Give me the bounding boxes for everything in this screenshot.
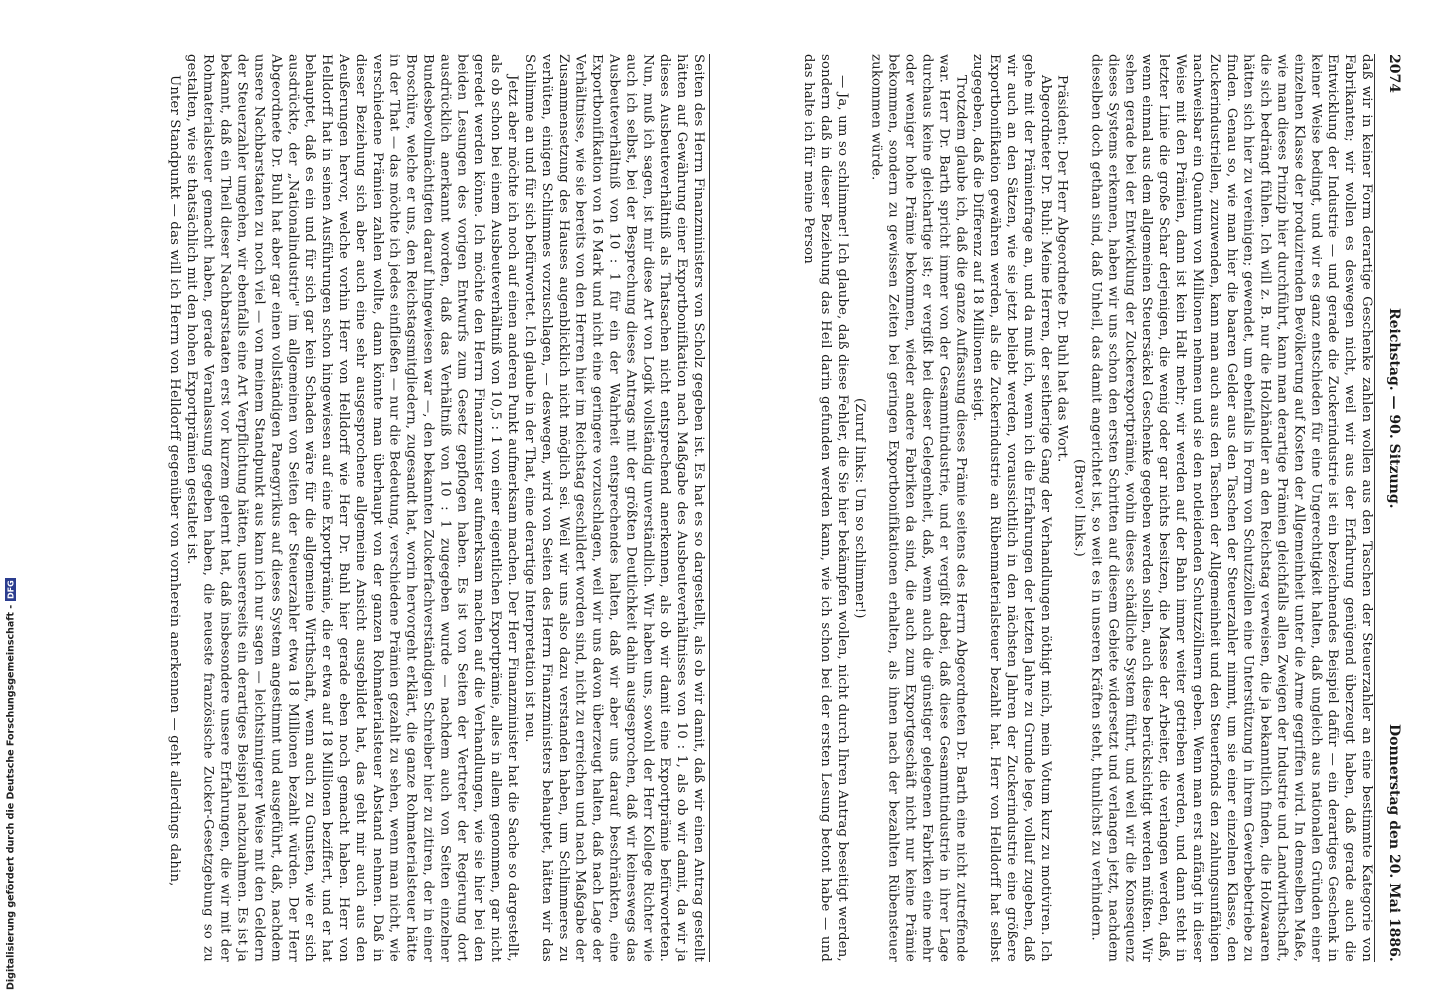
interjection: (Zuruf links: Um so schlimmer!) <box>851 397 867 619</box>
paragraph: daß wir in keiner Form derartige Geschenke zahlen wollen aus den Taschen der Steuerzahler an eine bestimmte Kategorie von Fabrikanten; wir wollen es deswegen nicht, weil wir aus der Erfahrung genügend überzeugt haben, daß gerade auch die Entwicklung der Industrie — und gerade die Zuckerindustrie ist ein bezeichnendes Beispiel dafür — ein derartiges Geschenk in keiner Weise bedingt, und wir es ganz entschieden für eine Ungerechtigkeit halten, daß ungleich aus nationalen Gründen einer einzelnen Klasse der produzirenden Bevölkerung auf Kosten der Allgemeinheit unter die Arme gegriffen wird. In demselben Maße, wie man dieses Prinzip hier durchführt, kann man derartige Prämien gleichfalls allen Zweigen der Industrie und Landwirthschaft, die sich bedrängt fühlen. Ich will z. B. nur die Holzhändler an den Reichstag verweisen, die ja bekanntlich finden, die Holzwaaren hätten sich hier zu vereinigen; gewendet, um ebenfalls in Form von Schutzzöllen eine Unterstützung in ihrem Gewerbebetriebe zu finden. Genau so, wie man hier die baaren Gelder aus den Taschen der Steuerzahler nimmt, um sie einer einzelnen Klasse, den Zuckerindustriellen, zuzuwenden, kann man auch aus den Taschen der Allgemeinheit und den Steuerfonds den zahlungsunfähigen nachweisbar ein Quantum von Millionen nehmen und sie den notleidenden Schutzzöllnern geben. Wenn man erst anfängt in dieser Weise mit den Prämien, dann ist kein Halt mehr; wir werden auf der Bahn immer weiter getrieben werden, und dann steht in letzter Linie die große Schar derjenigen, die wenig oder gar nichts besitzen, die Masse der Arbeiter, die verlangen werden, daß, wenn einmal aus dem allgemeinen Steuersäckel Geschenke gegeben werden sollen, auch diese berücksichtigt werden müßten. Wir sehen gerade bei der Entwicklung der Zuckerexportprämie, wohin dieses schädliche System führt, und weil wir die Konsequenz dieses Systems erkennen, haben wir uns schon den ersten Schritten auf diesem Gebiete widersetzt und verlangen jetzt, nachdem dieselben doch gethan sind, daß Unheil, das damit angerichtet ist, so weit es in unseren Kräften steht, thunlichst zu verhindern. <box>1088 54 1374 962</box>
paragraph: Trotzdem glaube ich, daß die ganze Auffassung dieses Prämie seitens des Herrn Abgeordneten Dr. Barth eine nicht zutreffende war. Herr Dr. Barth spricht immer von der Gesammtindustrie, und er vergißt dabei, daß diese Gesammtindustrie in ihrer Lage durchaus keine gleichartige ist; er vergißt bei dieser Gelegenheit, daß, wenn auch die günstiger gelegenen Fabriken eine mehr oder weniger hohe Prämie bekommen, wieder andere Fabriken da sind, die auch zum Exportgeschäft nicht nur keine Prämie bekommen, sondern zu gewissen Zeiten bei geringen Exportbonifikationen erhalten, als ihnen nach der bezahlten Rübensteuer zukommen würde. <box>868 54 969 962</box>
paragraph: Unter Standpunkt — das will ich Herrn von Helldorff gegenüber von vornherein anerkennen — geht allerdings dahin, <box>166 75 182 887</box>
page-number: 2074 <box>1386 54 1402 93</box>
interjection: (Bravo! links.) <box>1071 459 1087 557</box>
running-head <box>1378 54 1402 962</box>
paragraph: Abgeordneter Dr. Buhl: Meine Herren, der seitherige Gang der Verhandlungen nöthigt mich, mein Votum kurz zu motiviren. Ich gehe mit der Prämienfrage an, und da muß ich, wenn ich die Erfahrungen der letzten Jahre zu Grunde lege, vollauf zugeben, daß wir auch an den Sätzen, wie sie jetzt beliebt werden, voraussichtlich in den nächsten Jahren der Zuckerindustrie eine größere Exportbonifikation gewähren werden, als die Zuckerindustrie an Rübenmaterialsteuer bezahlt hat. Herr von Helldorff hat selbst zugegeben, daß die Differenz auf 18 Millionen steigt. <box>970 54 1053 962</box>
speaker-paragraph: Präsident: Der Herr Abgeordnete Dr. Buhl hat das Wort. <box>1054 75 1070 463</box>
header-rule <box>1374 54 1375 962</box>
paragraph: Jetzt aber möchte ich noch auf einen anderen Punkt aufmerksam machen. Der Herr Finanzminister hat die Sache so dargestellt, als ob schon bei einem Ausbeuteverhältniß von 10,5 : 1 von einer eigentlichen Exportprämie, alles in allem genommen, gar nicht geredet werden könne. Ich möchte den Herrn Finanzminister aufmerksam machen auf die Verhandlungen, wie sie hier bei den beiden Lesungen des vorigen Entwurfs zum Gesetz gepflogen haben. Es ist von Seiten der Vertreter der Regierung dort ausdrücklich anerkannt worden, daß das Verhältniß von 10 : 1 zugegeben wurde — nachdem auch von Seiten einzelner Bundesbevollmächtigten darauf hingewiesen war —, den bekannten Zuckerfachverständigen Schreiber hier zu zitiren, der in einer Broschüre, welche er uns, den Reichstagsmitgliedern, zugesandt hat, worin hervorgeht erklärt, die ganze Rohmaterialsteuer hätte in der That — das möchte ich jedes einfließen — nur die Bedeutung, verschiedene Prämien gezahlt zu sehen, wenn man nicht, wie verschiedene Prämien zahlen wollte, dann könnte man überhaupt von der ganzen Rohmaterialsteuer Abstand nehmen. Daß in dieser Beziehung sich aber auch eine sehr ausgesprochene allgemeine Ansicht ausgebildet hat, das geht mir auch aus den Aeußerungen hervor, welche vorhin Herr von Helldorff wie Herr Dr. Buhl hier gerade eben noch gemacht haben. Herr von Helldorff hat in seinen Ausführungen schon hingewiesen auf eine Exportprämie, die er etwa auf 18 Millionen beziffert, und er hat behauptet, daß es ein und für sich gar kein Schaden wäre für die allgemeine Wirthschaft, wenn auch zu Gunsten, wie er sich ausdrückte, der „Nationalindustrie" im allgemeinen von Seiten der Steuerzahler etwa 18 Millionen bezahlt würden. Der Herr Abgeordnete Dr. Buhl hat aber gar einen vollständigen Panegyrikus auf dieses System angestimmt und ausgeführt, daß, nachdem unsere Nachbarstaaten zu noch viel — von meinem Standpunkt aus kann ich nur sagen — leichtsinnigerer Weise mit den Geldern der Steuerzahler umgehen, wir ebenfalls eine Art Verpflichtung hätten, unsererseits ein derartiges Beispiel nachzuahmen. Es ist ja bekannt, daß ein Theil dieser Nachbarstaaten erst vor kurzem gelernt hat, daß insbesondere unsere Erfahrungen, die wir mit der Rohmaterialsteuer gemacht haben, gerade Veranlassung gegeben haben, die neueste französische Zucker-Gesetzgebung so zu gestalten, wie sie thatsächlich mit den hohen Exportprämien gestaltet ist. <box>183 54 521 962</box>
session-date: Donnerstag den 20. Mai 1886. <box>1386 724 1402 962</box>
left-column <box>56 54 706 962</box>
dfg-logo: DFG <box>6 580 16 599</box>
newspaper-page <box>56 54 1402 962</box>
paragraph: — Ja, um so schlimmer! Ich glaube, daß diese Fehler, die Sie hier bekämpfen wollen, nicht durch Ihren Antrag beseitigt werden, sondern daß in dieser Beziehung das Heil darin gefunden werden kann, wie ich schon bei der ersten Lesung betont habe — und das halte ich für meine Person <box>801 54 850 962</box>
session-title: Reichstag. — 90. Sitzung. <box>1386 308 1402 509</box>
paragraph: Seiten des Herrn Finanzministers von Scholz gegeben ist. Es hat es so dargestellt, als ob wir damit, daß wir einen Antrag gestellt hätten auf Gewährung einer Exportbonifikation nach Maßgabe des Ausbeuteverhältnisses von 10 : 1, als ob wir damit, da wir ja dieses Ausbeuteverhältniß als Thatsachen nicht entsprechend anerkennen, als ob wir damit eine Exportprämie befürworteten. Nun, muß ich sagen, ist mir diese Art von Logik vollständig unverständlich. Wir haben uns, sowohl der Herr Kollege Richter wie auch ich selbst, bei der Besprechung dieses Antrags mit der größten Deutlichkeit dahin ausgesprochen, daß wir keineswegs das Ausbeuteverhältniß von 10 : 1 für ein der Wahrheit entsprechendes halten, daß wir aber uns darauf beschränkten, eine Exportbonifikation von 16 Mark und nicht eine geringere vorzuschlagen, weil wir uns davon überzeugt halten, daß nach Lage der Verhältnisse, wie sie bereits von den Herren hier im Reichstag geschildert worden sind, nicht zu erreichen und nach Maßgabe der Zusammensetzung des Hauses augenblicklich nicht möglich sei. Weil wir uns also dazu verstanden haben, um Schlimmeres zu verhüten, einigen Schlimmes vorzuschlagen, — deswegen, wird von Seiten des Herrn Finanzministers behauptet, hätten wir das Schlimme an und für sich befürwortet. Ich glaube in der That, eine derartige Interpretation ist neu. <box>521 54 706 962</box>
digitization-credit <box>0 0 22 1000</box>
digitization-note: Digitalisierung gefördert durch die Deutsche Forschungsgemeinschaft - <box>5 604 17 990</box>
right-column <box>716 54 1374 962</box>
column-divider <box>709 54 710 962</box>
